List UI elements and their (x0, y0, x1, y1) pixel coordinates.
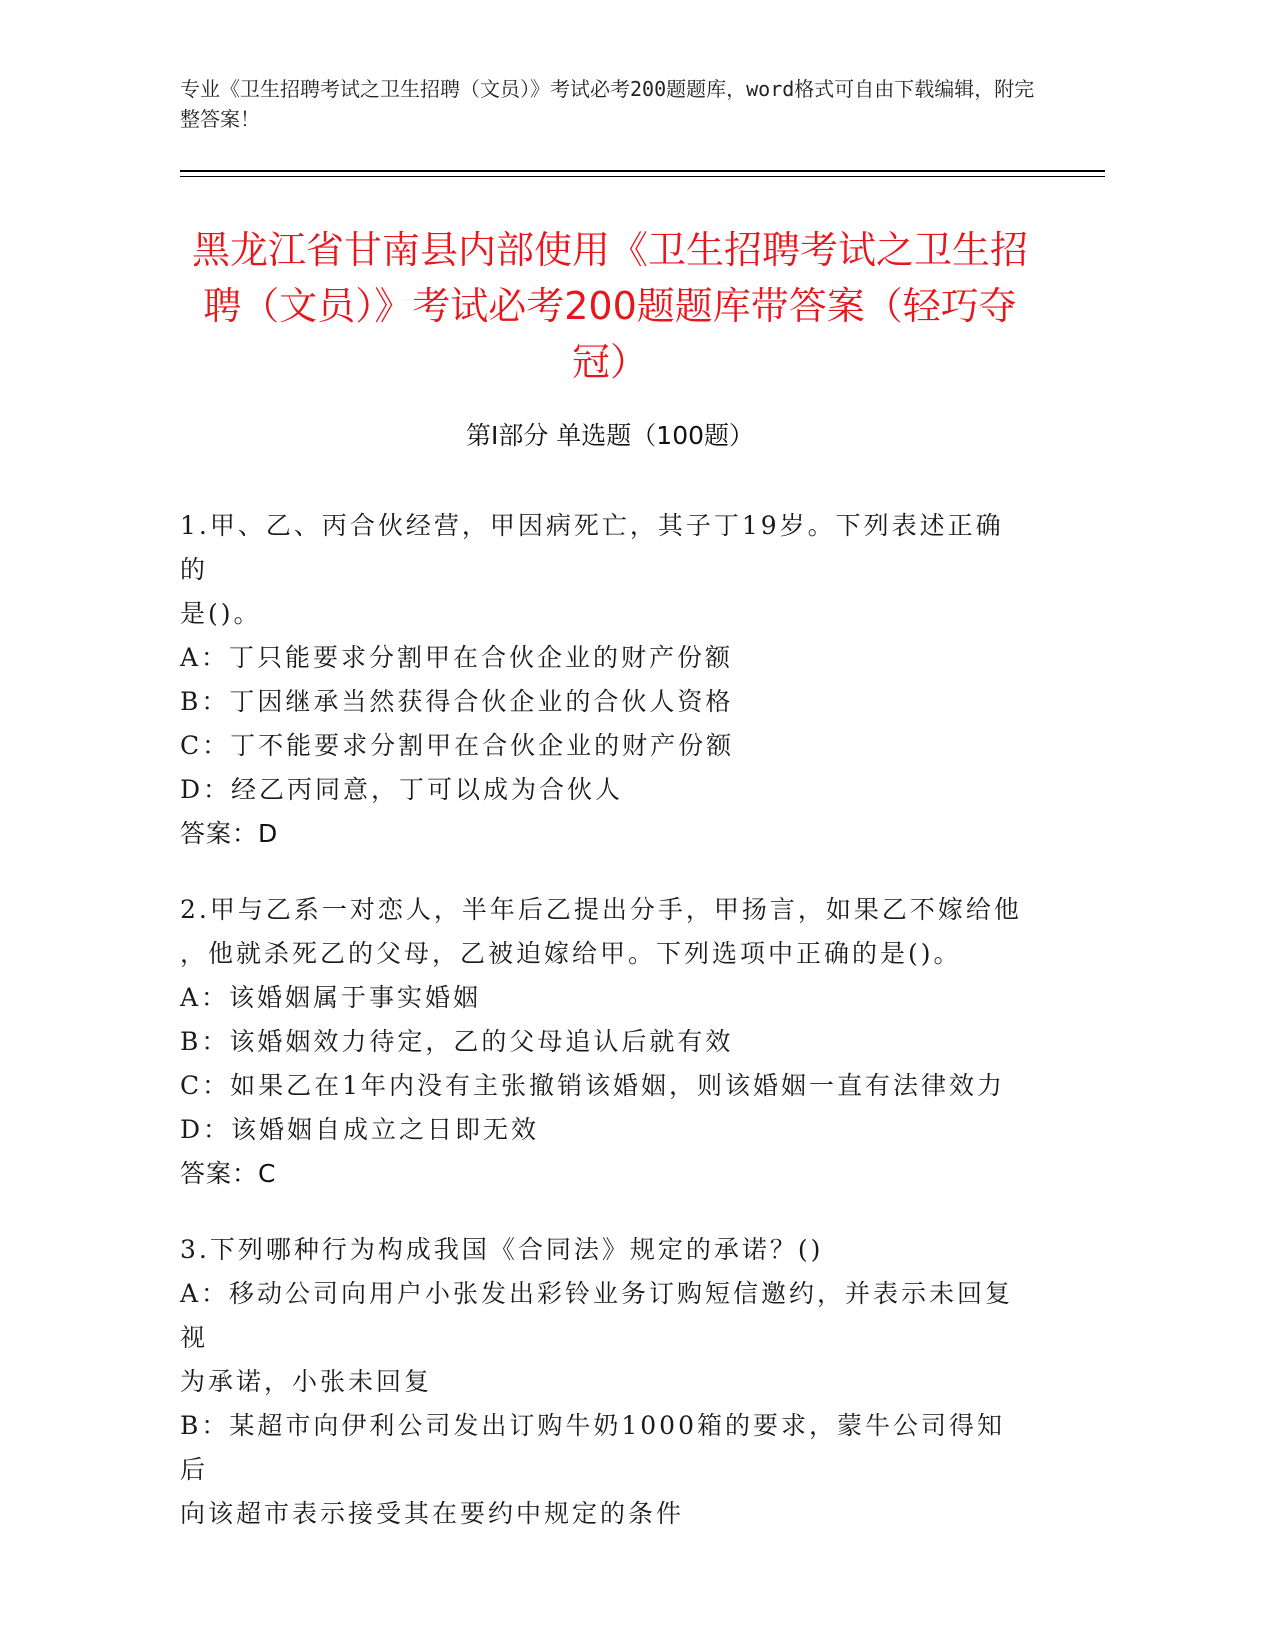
section-title: 第Ⅰ部分 单选题（100题） (465, 421, 755, 450)
header-rule (180, 170, 1105, 172)
option-b: B：某超市向伊利公司发出订购牛奶1000箱的要求，蒙牛公司得知后 (180, 1411, 1005, 1484)
question-list (180, 504, 1030, 1568)
option-d: D：经乙丙同意，丁可以成为合伙人 (180, 775, 624, 804)
option-c: C：如果乙在1年内没有主张撤销该婚姻，则该婚姻一直有法律效力 (180, 1071, 1006, 1100)
header-rule-thin (180, 176, 1105, 177)
answer: 答案：D (180, 819, 279, 848)
question-stem: 1.甲、乙、丙合伙经营，甲因病死亡，其子丁19岁。下列表述正确的 (180, 511, 1004, 584)
option-b-continued: 向该超市表示接受其在要约中规定的条件 (180, 1499, 685, 1528)
question-stem: 3.下列哪种行为构成我国《合同法》规定的承诺？() (180, 1235, 824, 1264)
question-stem: 是()。 (180, 599, 262, 628)
option-a: A：该婚姻属于事实婚姻 (180, 983, 482, 1012)
option-a-continued: 为承诺，小张未回复 (180, 1367, 433, 1396)
question (180, 504, 1030, 856)
option-c: C：丁不能要求分割甲在合伙企业的财产份额 (180, 731, 735, 760)
question-stem: ，他就杀死乙的父母，乙被迫嫁给甲。下列选项中正确的是()。 (180, 939, 962, 968)
option-d: D：该婚姻自成立之日即无效 (180, 1115, 540, 1144)
document-title: 黑龙江省甘南县内部使用《卫生招聘考试之卫生招聘（文员）》考试必考200题题库带答案（轻巧夺冠） (191, 228, 1028, 384)
option-b: B：丁因继承当然获得合伙企业的合伙人资格 (180, 687, 734, 716)
answer: 答案：C (180, 1159, 277, 1188)
header-note: 专业《卫生招聘考试之卫生招聘（文员）》考试必考200题题库，word格式可自由下载编辑，附完整答案！ (180, 77, 1035, 131)
option-a: A：移动公司向用户小张发出彩铃业务订购短信邀约，并表示未回复视 (180, 1279, 1014, 1352)
option-b: B：该婚姻效力待定，乙的父母追认后就有效 (180, 1027, 734, 1056)
question (180, 1228, 1030, 1536)
question (180, 888, 1030, 1196)
option-a: A：丁只能要求分割甲在合伙企业的财产份额 (180, 643, 734, 672)
question-stem: 2.甲与乙系一对恋人，半年后乙提出分手，甲扬言，如果乙不嫁给他 (180, 895, 1022, 924)
